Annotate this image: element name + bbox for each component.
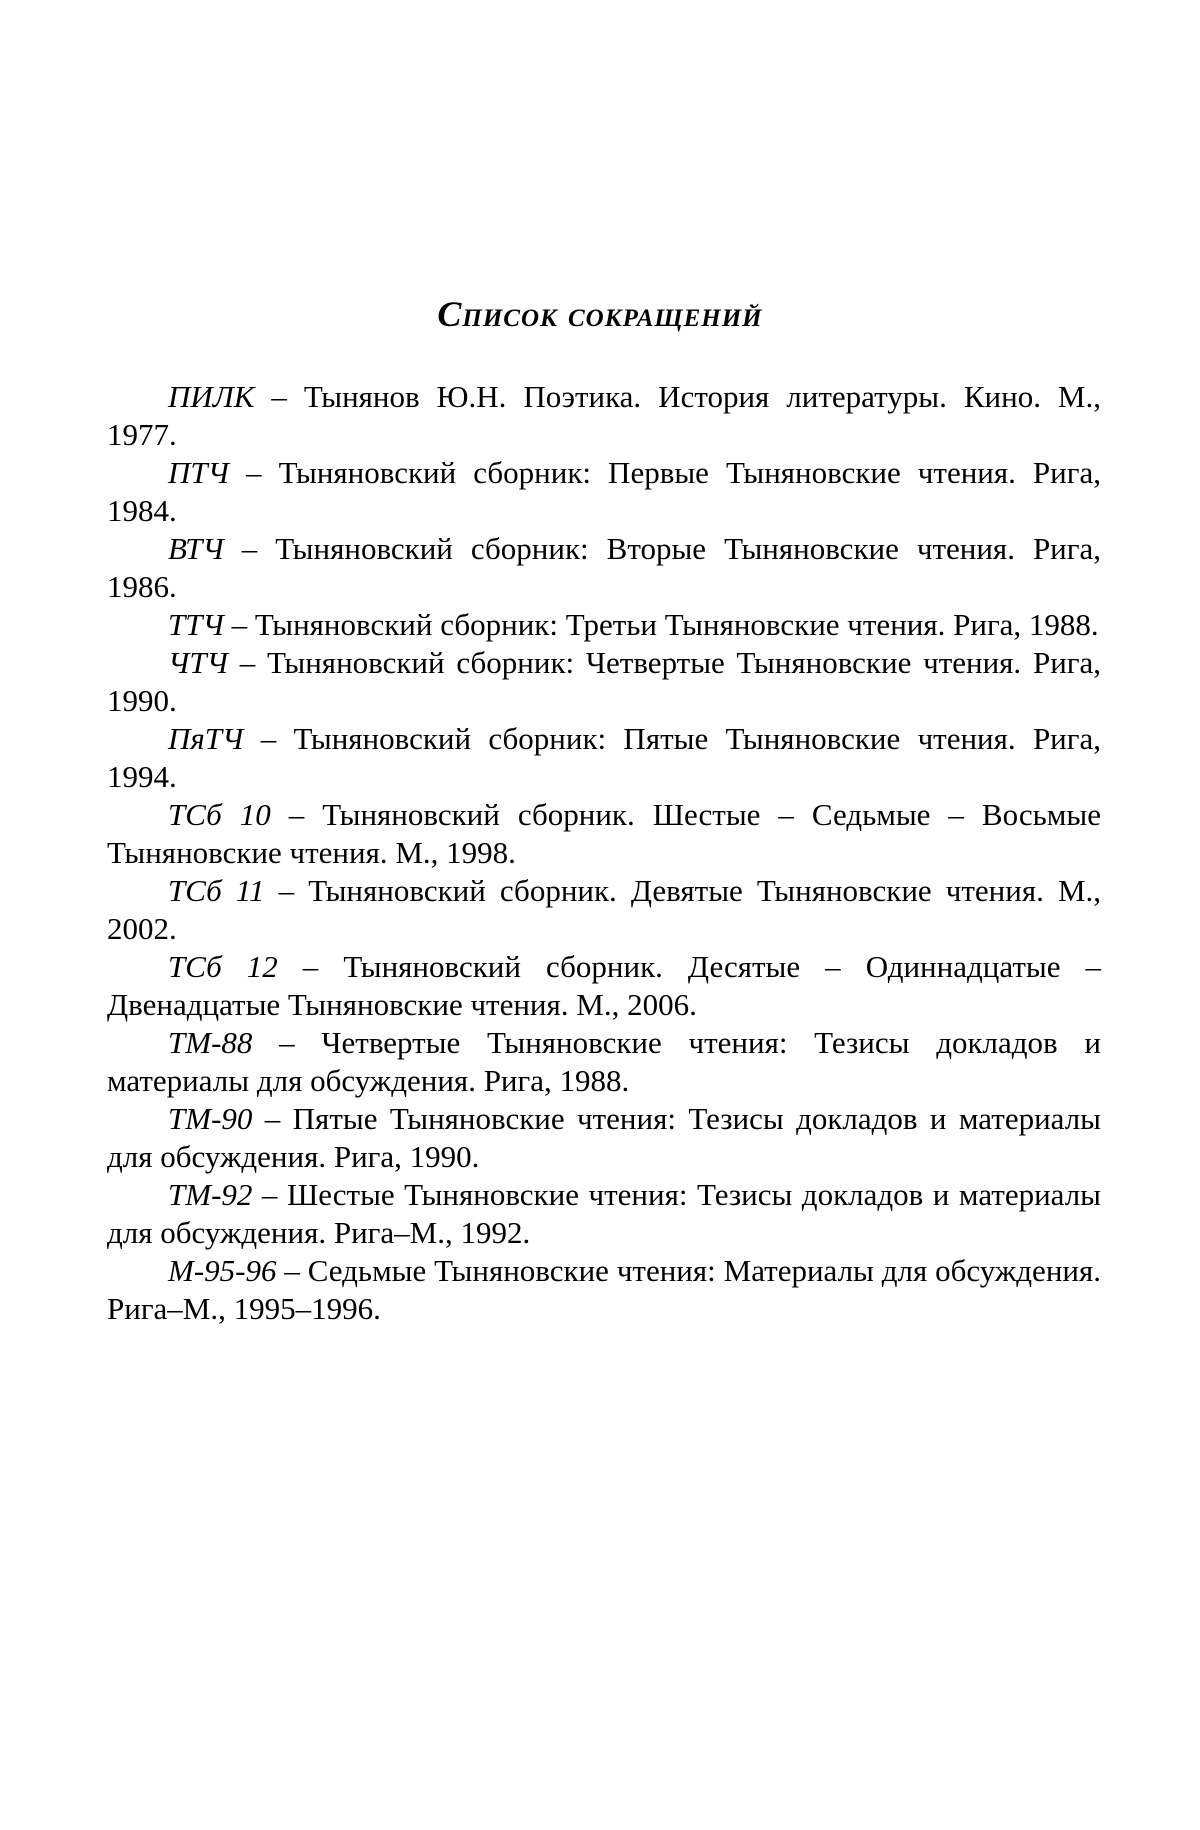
abbreviation: ПТЧ [168, 455, 229, 490]
abbreviation-entry [107, 872, 1101, 948]
abbreviation-definition: Седьмые Тыняновские чтения: Материалы для обсуждения. Рига–М., 1995–1996. [107, 1253, 1102, 1326]
separator: – [252, 1101, 293, 1136]
separator: – [223, 531, 276, 566]
separator: – [227, 645, 267, 680]
abbreviation-definition: Тыняновский сборник: Вторые Тыняновские чтения. Рига, 1986. [107, 531, 1101, 604]
abbreviation: ТМ-90 [168, 1101, 253, 1136]
abbreviation-definition: Тыняновский сборник. Десятые – Одиннадцатые – Двенадцатые Тыняновские чтения. М., 2006. [107, 949, 1101, 1022]
abbreviation: ТСб 12 [168, 949, 278, 984]
abbreviation: ЧТЧ [168, 645, 228, 680]
abbreviation-entry [107, 1100, 1101, 1176]
abbreviation-entry [107, 1024, 1101, 1100]
abbreviation: ПяТЧ [168, 721, 244, 756]
separator: – [229, 455, 279, 490]
separator: – [254, 379, 304, 414]
abbreviation-definition: Тынянов Ю.Н. Поэтика. История литературы. Кино. М., 1977. [107, 379, 1101, 452]
abbreviation-definition: Тыняновский сборник: Первые Тыняновские чтения. Рига, 1984. [107, 455, 1101, 528]
separator: – [252, 1177, 287, 1212]
abbreviation: ТСб 10 [168, 797, 271, 832]
separator: – [276, 1253, 308, 1288]
abbreviation-entry [107, 606, 1101, 644]
abbreviation: М-95-96 [168, 1253, 277, 1288]
abbreviation-definition: Тыняновский сборник: Третьи Тыняновские чтения. Рига, 1988. [254, 607, 1099, 642]
abbreviation-definition: Шестые Тыняновские чтения: Тезисы докладов и материалы для обсуждения. Рига–М., 1992. [107, 1177, 1102, 1250]
abbreviation-entry [107, 948, 1101, 1024]
abbreviation-definition: Четвертые Тыняновские чтения: Тезисы докладов и материалы для обсуждения. Рига, 1988. [107, 1025, 1102, 1098]
separator: – [264, 873, 309, 908]
abbreviation-definition: Пятые Тыняновские чтения: Тезисы докладов и материалы для обсуждения. Рига, 1990. [107, 1101, 1101, 1174]
abbreviation-entry [107, 1176, 1101, 1252]
separator: – [270, 797, 323, 832]
abbreviation: ПИЛК [168, 379, 255, 414]
abbreviation-definition: Тыняновский сборник. Шестые – Седьмые – Восьмые Тыняновские чтения. М., 1998. [107, 797, 1101, 870]
abbreviation: ТМ-88 [168, 1025, 253, 1060]
abbreviation: ТТЧ [168, 607, 224, 642]
abbreviation-entry [107, 378, 1101, 454]
abbreviation: ТМ-92 [168, 1177, 253, 1212]
separator: – [277, 949, 344, 984]
abbreviation: ВТЧ [168, 531, 224, 566]
separator: – [223, 607, 255, 642]
abbreviation-entry [107, 454, 1101, 530]
abbreviation-entry [107, 796, 1101, 872]
abbreviation-definition: Тыняновский сборник: Пятые Тыняновские чтения. Рига, 1994. [107, 721, 1101, 794]
abbreviation-entry [107, 720, 1101, 796]
separator: – [252, 1025, 322, 1060]
abbreviation-entry [107, 530, 1101, 606]
abbreviation-list [107, 378, 1101, 1328]
separator: – [243, 721, 294, 756]
abbreviation-entry [107, 644, 1101, 720]
abbreviation-definition: Тыняновский сборник. Девятые Тыняновские чтения. М., 2002. [107, 873, 1102, 946]
abbreviation-definition: Тыняновский сборник: Четвертые Тыняновские чтения. Рига, 1990. [107, 645, 1102, 718]
page-title: Список сокращений [437, 294, 763, 334]
abbreviation-entry [107, 1252, 1101, 1328]
abbreviation: ТСб 11 [168, 873, 265, 908]
